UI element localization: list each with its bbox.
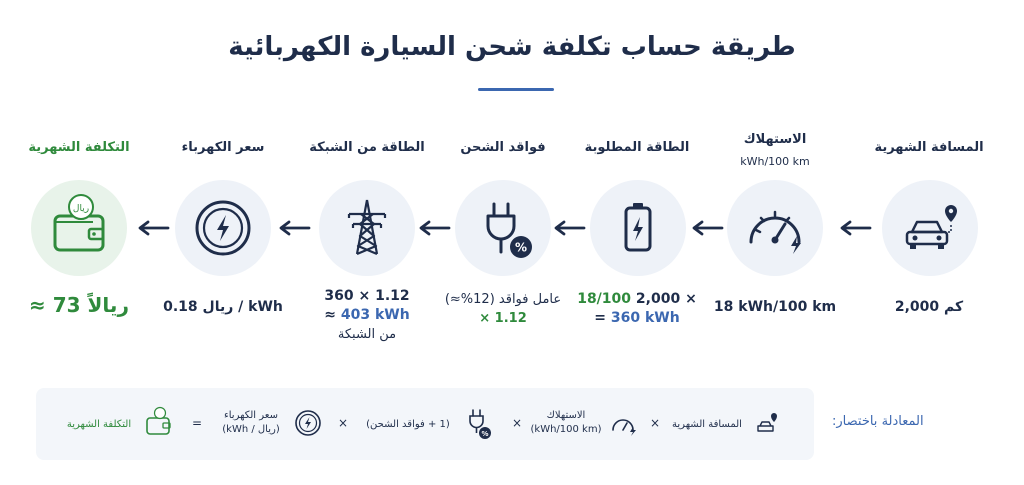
formula-result-icon-wrap [144,406,174,438]
step-cost-label: التكلفة الشهرية [28,140,130,155]
plug-percent-icon [464,408,492,440]
step-grid-value [292,287,442,344]
arrow-left-icon [417,220,451,236]
step-price-circle [175,180,271,276]
wallet-riyal-icon [144,406,174,438]
grid-calc: 360 × 1.12 [324,288,410,304]
losses-factor-text: عامل فواقد (12%≈) [444,292,562,307]
formula-distance: المسافة الشهرية [672,419,742,430]
speedometer-icon [727,180,823,276]
step-cost-circle [31,180,127,276]
step-distance-value: 2,000 كم [894,299,964,315]
power-tower-icon [319,180,415,276]
losses-multiplier: × 1.12 [479,311,527,326]
wallet-coin-text: ريال [72,204,90,214]
plug-percent-icon [455,180,551,276]
formula-price-label: سعر الكهرباء [224,410,278,421]
formula-losses-icon-wrap [464,408,490,438]
step-energy-label: الطاقة المطلوبة [584,140,690,155]
speedometer-icon [608,411,638,437]
energy-equals: = [594,310,611,326]
title-underline [478,88,554,91]
car-location-icon [754,410,780,436]
step-price-label: سعر الكهرباء [181,140,265,155]
step-consumption-unit: kWh/100 km [740,155,810,168]
formula-times-3: × [338,416,349,430]
step-cost-value: ≈ 73 ريالاً [29,293,129,317]
arrow-left-icon [136,220,170,236]
electricity-price-icon [293,408,323,438]
formula-consumption-unit: (kWh/100 km) [530,424,602,435]
step-consumption-value: 18 kWh/100 km [713,299,837,315]
formula-caption: المعادلة باختصار: [832,414,924,429]
step-losses-value [428,290,578,328]
energy-result: 360 kWh [610,310,680,326]
formula-distance-icon-wrap [754,410,780,436]
arrow-left-icon [690,220,724,236]
car-location-icon [882,180,978,276]
grid-result: 403 kWh [340,307,410,323]
arrow-left-icon [277,220,311,236]
formula-losses: (1 + فواقد الشحن) [366,419,450,430]
formula-price [212,409,290,437]
step-distance-circle [882,180,978,276]
svg-text:%: % [481,430,489,438]
formula-consumption-label: الاستهلاك [546,410,586,421]
step-consumption-circle [727,180,823,276]
step-losses-label: فواقد الشحن [460,140,546,155]
arrow-left-icon [838,220,872,236]
grid-approx: ≈ [324,307,341,323]
formula-equals: = [192,416,203,430]
page-title: طريقة حساب تكلفة شحن السيارة الكهربائية [228,32,796,62]
step-grid-label: الطاقة من الشبكة [309,140,425,155]
formula-result: التكلفة الشهرية [66,419,132,430]
step-grid-circle [319,180,415,276]
step-energy-circle [590,180,686,276]
wallet-riyal-icon [31,180,127,276]
energy-distance: 2,000 × [635,291,697,307]
step-distance-label: المسافة الشهرية [874,140,984,155]
step-energy-value [562,290,712,328]
battery-icon [590,180,686,276]
formula-times-1: × [650,416,661,430]
step-consumption-label: الاستهلاك [743,132,807,147]
energy-ratio: 18/100 [577,291,632,307]
formula-consumption [526,409,606,437]
formula-price-unit: (ريال / kWh) [222,424,280,435]
formula-price-icon-wrap [293,408,323,438]
formula-times-2: × [512,416,523,430]
grid-caption: من الشبكة [337,327,397,342]
arrow-left-icon [552,220,586,236]
step-losses-circle [455,180,551,276]
formula-consumption-icon-wrap [608,411,634,437]
svg-text:%: % [514,240,528,255]
step-price-value: 0.18 ريال / kWh [163,299,283,315]
electricity-price-icon [175,180,271,276]
